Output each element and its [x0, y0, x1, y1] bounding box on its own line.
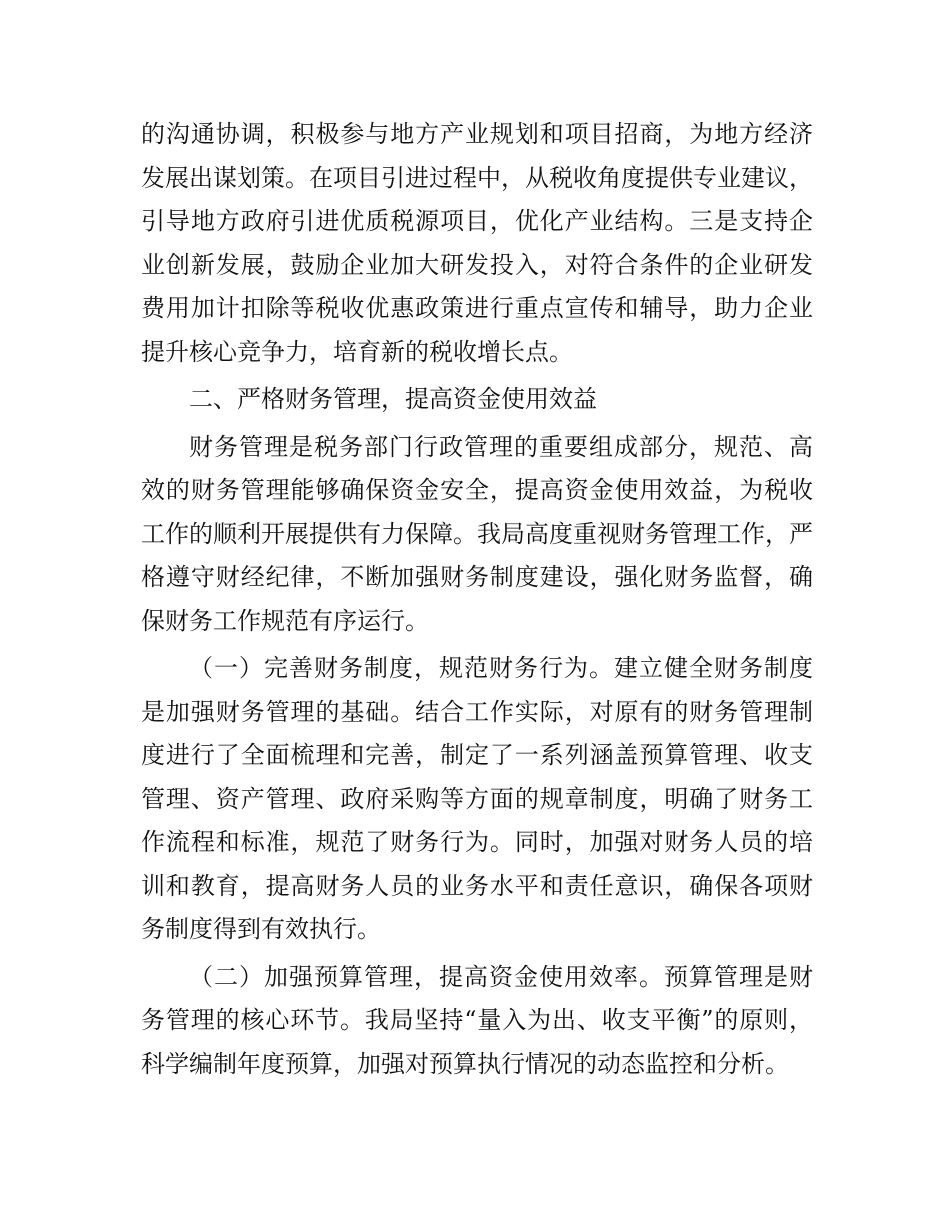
- text-line: 格遵守财经纪律，不断加强财务制度建设，强化财务监督，确: [141, 563, 813, 591]
- paragraph-subsection-2: [141, 956, 813, 1087]
- text-line: 管理、资产管理、政府采购等方面的规章制度，明确了财务工: [141, 784, 813, 813]
- text-line: 的沟通协调，积极参与地方产业规划和项目招商，为地方经济: [141, 120, 813, 148]
- text-line: （二）加强预算管理，提高资金使用效率。预算管理是财: [189, 962, 813, 991]
- heading-text: 二、严格财务管理，提高资金使用效益: [189, 385, 597, 413]
- text-line: 效的财务管理能够确保资金安全，提高资金使用效益，为税收: [141, 476, 813, 504]
- text-line: 发展出谋划策。在项目引进过程中，从税收角度提供专业建议，: [141, 163, 813, 192]
- text-line: 财务管理是税务部门行政管理的重要组成部分，规范、高: [189, 432, 813, 461]
- text-line: 务制度得到有效执行。: [141, 915, 381, 943]
- document-body: [141, 113, 813, 1086]
- paragraph-finance-intro: [141, 426, 813, 644]
- text-line: 是加强财务管理的基础。结合工作实际，对原有的财务管理制: [141, 697, 813, 726]
- section-heading: [141, 378, 813, 422]
- text-line: 工作的顺利开展提供有力保障。我局高度重视财务管理工作，严: [141, 519, 813, 548]
- text-line: 保财务工作规范有序运行。: [141, 606, 429, 635]
- paragraph-subsection-1: [141, 647, 813, 952]
- text-line: 训和教育，提高财务人员的业务水平和责任意识，确保各项财: [141, 871, 813, 900]
- text-line: 度进行了全面梳理和完善，制定了一系列涵盖预算管理、收支: [141, 741, 813, 769]
- text-line: 作流程和标准，规范了财务行为。同时，加强对财务人员的培: [141, 828, 813, 856]
- text-line: 务管理的核心环节。我局坚持“量入为出、收支平衡”的原则，: [141, 1006, 813, 1034]
- paragraph-continuation: [141, 113, 813, 374]
- text-line: 提升核心竞争力，培育新的税收增长点。: [141, 337, 573, 366]
- text-line: 业创新发展，鼓励企业加大研发投入，对符合条件的企业研发: [141, 250, 813, 279]
- text-line: 引导地方政府引进优质税源项目，优化产业结构。三是支持企: [141, 207, 813, 235]
- text-line: 费用加计扣除等税收优惠政策进行重点宣传和辅导，助力企业: [141, 294, 813, 322]
- text-line: （一）完善财务制度，规范财务行为。建立健全财务制度: [189, 654, 813, 682]
- text-line: 科学编制年度预算，加强对预算执行情况的动态监控和分析。: [141, 1049, 789, 1078]
